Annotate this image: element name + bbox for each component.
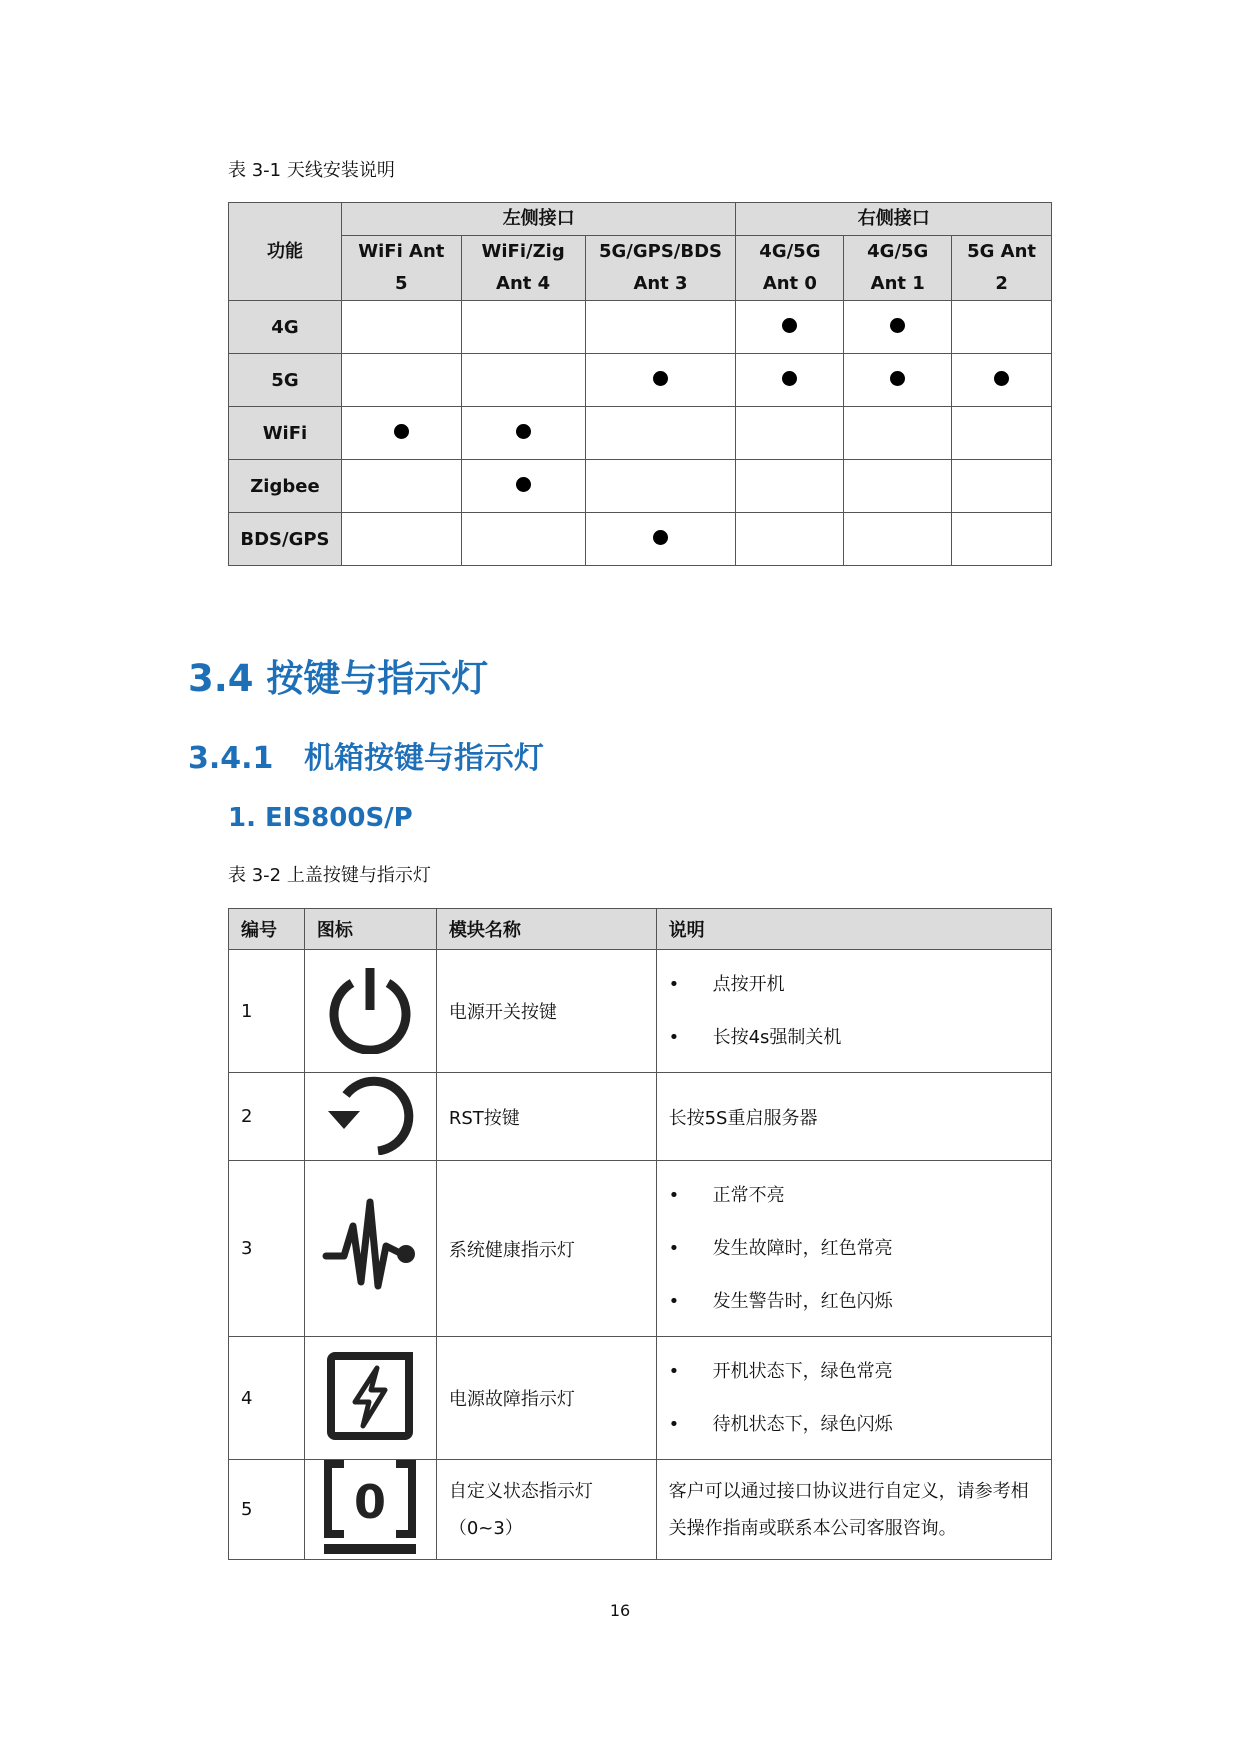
port-header xyxy=(461,236,585,301)
module-name: 电源故障指示灯 xyxy=(436,1337,656,1460)
table1-caption: 表 3-1 天线安装说明 xyxy=(228,160,395,181)
row-number: 2 xyxy=(229,1073,305,1161)
row-number: 5 xyxy=(229,1460,305,1560)
supported-dot-icon xyxy=(994,371,1009,386)
table-cell xyxy=(736,354,844,407)
port-header-line: 4G/5G xyxy=(867,241,929,262)
port-header xyxy=(736,236,844,301)
table-cell xyxy=(736,513,844,566)
table-cell xyxy=(585,354,736,407)
row-function: BDS/GPS xyxy=(229,513,342,566)
subsection-number: 3.4.1 xyxy=(188,741,274,776)
antenna-table xyxy=(228,202,1052,566)
description-item: • 点按开机 xyxy=(669,958,1039,1011)
subsection-heading xyxy=(188,733,544,777)
page-number: 16 xyxy=(609,1601,631,1620)
table-cell xyxy=(341,354,461,407)
port-header-line: Ant 1 xyxy=(870,273,925,294)
table-row xyxy=(229,301,1052,354)
table2-caption: 表 3-2 上盖按键与指示灯 xyxy=(228,865,431,886)
table-cell xyxy=(585,513,736,566)
module-name: 系统健康指示灯 xyxy=(436,1161,656,1337)
table-cell xyxy=(585,407,736,460)
custom-status-icon xyxy=(322,1460,418,1554)
buttons-indicators-table xyxy=(228,908,1052,1560)
table-cell xyxy=(736,460,844,513)
row-number: 4 xyxy=(229,1337,305,1460)
header-icon: 图标 xyxy=(304,909,436,950)
table-cell xyxy=(736,301,844,354)
description-item: • 长按4s强制关机 xyxy=(669,1011,1039,1064)
port-header-line: WiFi/Zig xyxy=(481,241,565,262)
header-description: 说明 xyxy=(656,909,1051,950)
header-function: 功能 xyxy=(229,203,342,301)
port-header xyxy=(341,236,461,301)
module-name: 自定义状态指示灯 xyxy=(448,1480,593,1502)
table-row xyxy=(229,513,1052,566)
table-cell xyxy=(341,301,461,354)
header-number: 编号 xyxy=(229,909,305,950)
port-header xyxy=(585,236,736,301)
table-cell xyxy=(844,354,952,407)
supported-dot-icon xyxy=(516,424,531,439)
subsection-title: 机箱按键与指示灯 xyxy=(304,741,544,776)
table-cell xyxy=(461,301,585,354)
port-header-line: Ant 0 xyxy=(762,273,817,294)
description-list xyxy=(669,1169,1039,1328)
row-function: Zigbee xyxy=(229,460,342,513)
description-list xyxy=(669,1345,1039,1451)
port-header xyxy=(844,236,952,301)
table-cell xyxy=(341,513,461,566)
table-cell xyxy=(341,460,461,513)
description-text: 客户可以通过接口协议进行自定义，请参考相关操作指南或联系本公司客服咨询。 xyxy=(656,1460,1051,1560)
reset-icon xyxy=(322,1073,418,1155)
row-number: 3 xyxy=(229,1161,305,1337)
description-item: • 开机状态下，绿色常亮 xyxy=(669,1345,1039,1398)
table-cell xyxy=(952,407,1052,460)
port-header-line: WiFi Ant xyxy=(358,241,445,262)
table-row xyxy=(229,407,1052,460)
module-name: RST按键 xyxy=(436,1073,656,1161)
row-function: WiFi xyxy=(229,407,342,460)
supported-dot-icon xyxy=(782,371,797,386)
table-cell xyxy=(585,301,736,354)
power-icon xyxy=(325,964,415,1054)
health-pulse-icon xyxy=(322,1198,418,1294)
port-header-line: 4G/5G xyxy=(759,241,821,262)
port-header xyxy=(952,236,1052,301)
supported-dot-icon xyxy=(890,318,905,333)
table-row xyxy=(229,354,1052,407)
table-cell xyxy=(461,407,585,460)
table-cell xyxy=(952,354,1052,407)
description-item: • 正常不亮 xyxy=(669,1169,1039,1222)
row-function: 4G xyxy=(229,301,342,354)
custom-status-digit: 0 xyxy=(354,1475,387,1529)
supported-dot-icon xyxy=(782,318,797,333)
table-cell xyxy=(461,513,585,566)
port-header-line: Ant 4 xyxy=(496,273,551,294)
module-name: 电源开关按键 xyxy=(436,950,656,1073)
description-list xyxy=(669,958,1039,1064)
supported-dot-icon xyxy=(653,371,668,386)
table-cell xyxy=(844,407,952,460)
port-header-line: 2 xyxy=(995,273,1008,294)
table-cell xyxy=(341,407,461,460)
table-cell xyxy=(461,354,585,407)
row-number: 1 xyxy=(229,950,305,1073)
table-cell xyxy=(844,301,952,354)
table-row xyxy=(229,460,1052,513)
port-header-line: 5G/GPS/BDS xyxy=(599,241,723,262)
table-cell xyxy=(952,460,1052,513)
table-cell xyxy=(736,407,844,460)
supported-dot-icon xyxy=(394,424,409,439)
description-text: 长按5S重启服务器 xyxy=(656,1073,1051,1161)
port-header-line: 5 xyxy=(395,273,408,294)
description-item: • 发生故障时，红色常亮 xyxy=(669,1222,1039,1275)
port-header-line: 5G Ant xyxy=(967,241,1037,262)
table-cell xyxy=(585,460,736,513)
port-header-line: Ant 3 xyxy=(633,273,688,294)
power-fault-icon xyxy=(325,1350,415,1442)
description-item: • 待机状态下，绿色闪烁 xyxy=(669,1398,1039,1451)
header-left-ports: 左侧接口 xyxy=(341,203,736,236)
table-cell xyxy=(952,513,1052,566)
supported-dot-icon xyxy=(890,371,905,386)
sub-subsection-heading: 1. EIS800S/P xyxy=(228,803,413,833)
table-cell xyxy=(461,460,585,513)
description-item: • 发生警告时，红色闪烁 xyxy=(669,1275,1039,1328)
row-function: 5G xyxy=(229,354,342,407)
header-right-ports: 右侧接口 xyxy=(736,203,1052,236)
module-name-range: （0~3） xyxy=(448,1517,523,1539)
supported-dot-icon xyxy=(653,530,668,545)
table-cell xyxy=(844,513,952,566)
table-cell xyxy=(952,301,1052,354)
supported-dot-icon xyxy=(516,477,531,492)
section-heading: 3.4 按键与指示灯 xyxy=(188,657,489,700)
table-cell xyxy=(844,460,952,513)
header-module-name: 模块名称 xyxy=(436,909,656,950)
